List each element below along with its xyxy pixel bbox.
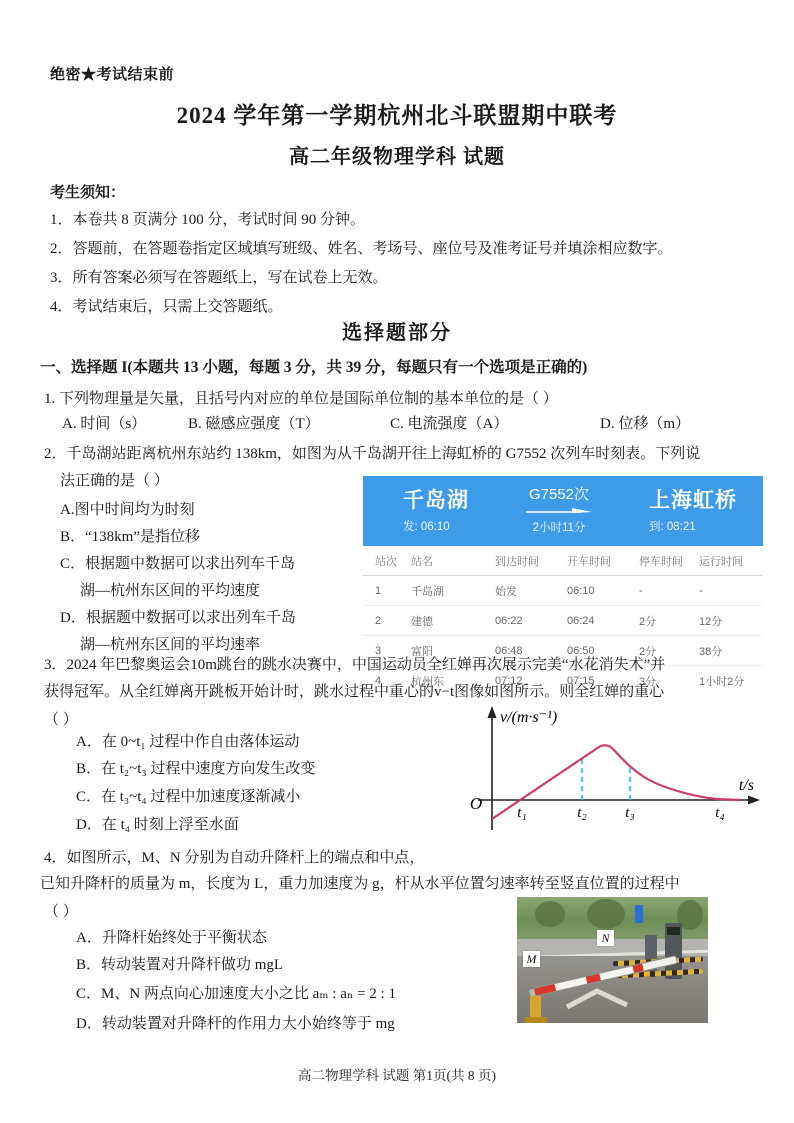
page-title: 2024 学年第一学期杭州北斗联盟期中联考 — [176, 103, 618, 128]
q4-stem-line3: （ ） — [44, 904, 78, 920]
q2-option-b: B．“138km”是指位移 — [60, 529, 200, 545]
tick-t1: t₁ — [517, 805, 527, 821]
q1-options — [62, 412, 690, 433]
col-station-no: 站次 — [363, 546, 407, 576]
notice-list — [50, 206, 673, 322]
q4-option-b: B．转动装置对升降杆做功 mgL — [76, 957, 284, 973]
q4-option-c: C．M、N 两点向心加速度大小之比 aₘ : aₙ = 2 : 1 — [76, 986, 396, 1002]
train-middle — [526, 486, 592, 535]
q1-stem: 1. 下列物理量是矢量，且括号内对应的单位是国际单位制的基本单位的是（ ） — [44, 391, 558, 407]
q3-stem-line3: （ ） — [44, 712, 78, 728]
q3-stem-line2: 获得冠军。从全红婵离开跳板开始计时，跳水过程中重心的v−t图像如图所示。则全红婵的重心 — [44, 684, 665, 700]
section-part-title: 选择题部分 — [342, 322, 452, 344]
q2-option-d: D．根据题中数据可以求出列车千岛 — [60, 610, 296, 626]
velocity-curve — [492, 745, 740, 819]
photo-blue-sign — [635, 905, 643, 923]
q4-stem-line1: 4．如图所示，M、N 分别为自动升降杆上的端点和中点， — [44, 850, 425, 866]
q1-option-d: D. 位移（m） — [600, 416, 691, 432]
q4-stem-line2: 已知升降杆的质量为 m，长度为 L，重力加速度为 g，杆从水平位置匀速率转至竖直位置的过程中 — [40, 876, 680, 892]
photo-tree — [535, 901, 565, 927]
vt-graph-figure — [448, 700, 766, 838]
notice-item: 3．所有答案必须写在答题纸上，写在试卷上无效。 — [50, 270, 388, 286]
photo-kiosk-screen — [667, 927, 680, 935]
table-row: 4 杭州东 07:12 07:15 3分 1小时2分 — [375, 674, 745, 688]
tick-t3: t₃ — [625, 805, 635, 821]
section-group-title: 一、选择题 I(本题共 13 小题，每题 3 分，共 39 分，每题只有一个选项是正确的) — [40, 359, 588, 376]
page-footer: 高二物理学科 试题 第1页(共 8 页) — [298, 1068, 496, 1083]
q2-option-d-wrap: 湖—杭州东区间的平均速率 — [80, 637, 261, 653]
page-subtitle: 高二年级物理学科 试题 — [289, 146, 505, 168]
notice-item: 1．本卷共 8 页满分 100 分，考试时间 90 分钟。 — [50, 212, 366, 228]
q3-option-d: D．在 t₄ 时刻上浮至水面 — [76, 817, 239, 833]
tick-t4: t₄ — [715, 805, 725, 821]
q2-option-c-wrap: 湖—杭州东区间的平均速度 — [80, 583, 261, 599]
train-table-header-row — [363, 546, 763, 576]
q4-option-d: D．转动装置对升降杆的作用力大小始终等于 mg — [76, 1016, 395, 1032]
barrier-photo-figure — [517, 897, 708, 1023]
q2-option-a: A.图中时间均为时刻 — [60, 502, 195, 518]
photo-tree — [587, 899, 625, 929]
train-duration: 2小时11分 — [532, 521, 586, 534]
y-axis-label: v/(m·s⁻¹) — [500, 709, 558, 726]
q2-stem-line2: 法正确的是（ ） — [60, 473, 169, 489]
table-row: 2 建德 06:22 06:24 2分 12分 — [363, 606, 763, 636]
train-from — [403, 488, 469, 534]
x-axis-arrow-icon — [748, 796, 760, 805]
notice-item: 2．答题前，在答题卷指定区域填写班级、姓名、考场号、座位号及准考证号并填涂相应数字。 — [50, 241, 673, 257]
train-depart-time: 发: 06:10 — [403, 521, 450, 533]
q1-option-b: B. 磁感应强度（T） — [188, 416, 320, 432]
train-timetable-figure — [363, 476, 763, 688]
q2-stem-line1: 2．千岛湖站距离杭州东站约 138km，如图为从千岛湖开往上海虹桥的 G7552 次列车时刻表。下列说 — [44, 446, 701, 462]
q3-options — [76, 729, 315, 839]
table-row: 3 富阳 06:48 06:50 2分 38分 — [363, 636, 763, 666]
tick-t2: t₂ — [577, 805, 587, 821]
train-card-header — [363, 476, 763, 546]
photo-road-arrow — [563, 985, 633, 1015]
q4-option-a: A．升降杆始终处于平衡状态 — [76, 930, 267, 946]
q4-options — [76, 925, 396, 1038]
q3-stem-line1: 3．2024 年巴黎奥运会10m跳台的跳水决赛中，中国运动员全红婵再次展示完美“水花消失术”并 — [44, 657, 666, 673]
train-arrive-time: 到: 08:21 — [649, 521, 696, 533]
col-station-name: 站名 — [407, 546, 491, 576]
q2-left-column — [60, 468, 390, 659]
train-to-station: 上海虹桥 — [649, 489, 737, 512]
col-arrive: 到达时间 — [491, 546, 563, 576]
photo-arm-support-base — [525, 1017, 547, 1023]
q1-option-c: C. 电流强度（A） — [390, 416, 509, 432]
photo-label-n: N — [597, 930, 614, 946]
train-to — [649, 488, 737, 534]
col-depart: 开车时间 — [563, 546, 635, 576]
notice-item: 4．考试结束后，只需上交答题纸。 — [50, 299, 283, 315]
y-axis-arrow-icon — [488, 706, 497, 718]
photo-label-m: M — [523, 951, 540, 967]
arrow-right-icon — [526, 507, 592, 515]
table-row: 1 千岛湖 始发 06:10 - - — [363, 576, 763, 606]
col-run: 运行时间 — [695, 546, 763, 576]
q3-option-c: C．在 t₃~t₄ 过程中加速度逐渐减小 — [76, 789, 301, 805]
x-axis-label: t/s — [738, 777, 754, 794]
q3-option-a: A．在 0~t₁ 过程中作自由落体运动 — [76, 734, 300, 750]
q2-option-c: C．根据题中数据可以求出列车千岛 — [60, 556, 296, 572]
train-from-station: 千岛湖 — [403, 489, 469, 512]
q3-option-b: B．在 t₂~t₃ 过程中速度方向发生改变 — [76, 761, 316, 777]
notice-heading: 考生须知： — [50, 185, 126, 201]
origin-label: O — [469, 794, 483, 813]
col-stop: 停车时间 — [635, 546, 695, 576]
train-number: G7552次 — [528, 485, 590, 503]
q1-option-a: A. 时间（s） — [62, 416, 147, 432]
classified-banner: 绝密★考试结束前 — [50, 67, 175, 83]
